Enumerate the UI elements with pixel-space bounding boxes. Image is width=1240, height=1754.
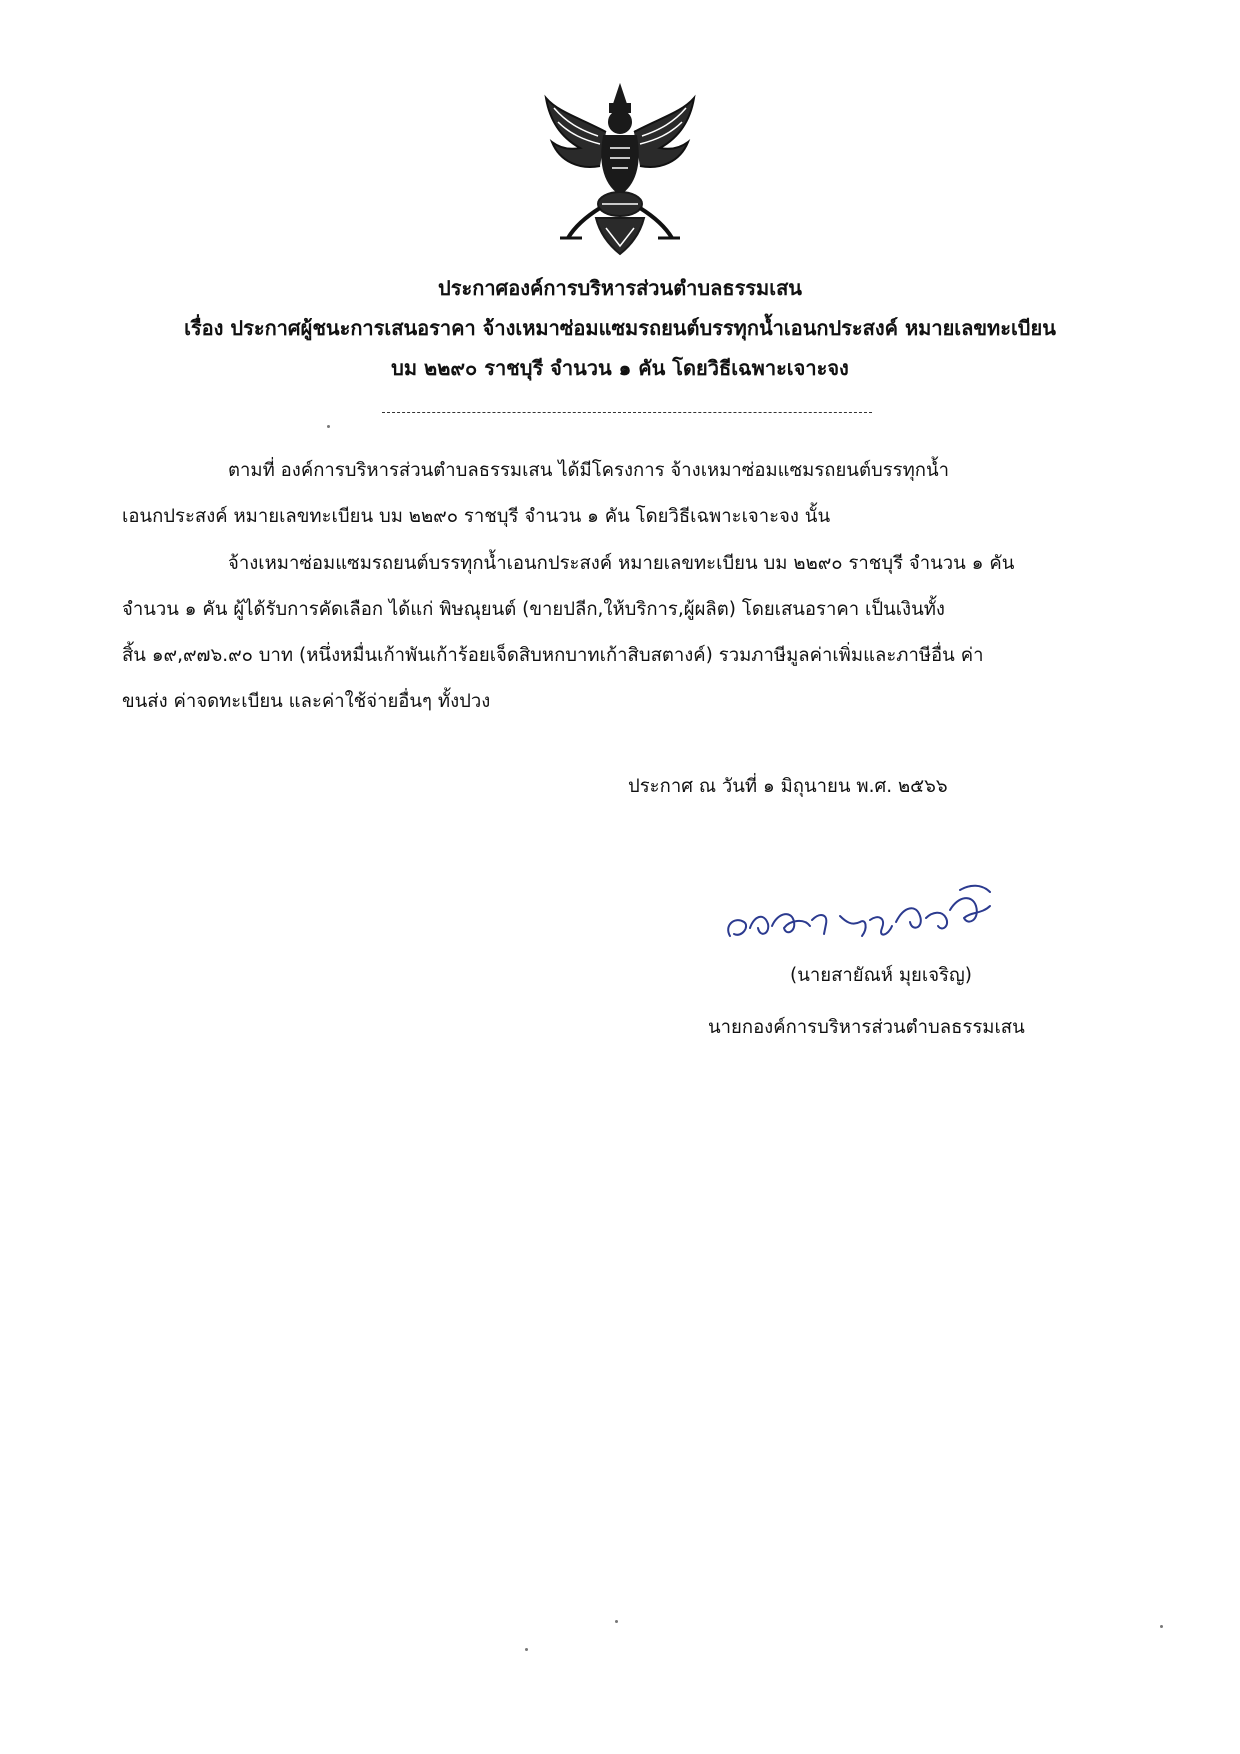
heading-subject-cont: บม ๒๒๙๐ ราชบุรี จำนวน ๑ คัน โดยวิธีเฉพาะเจาะจง	[391, 356, 849, 380]
heading-organization: ประกาศองค์การบริหารส่วนตำบลธรรมเสน	[438, 276, 802, 300]
paragraph-1-line-1: ตามที่ องค์การบริหารส่วนตำบลธรรมเสน ได้มีโครงการ จ้างเหมาซ่อมแซมรถยนต์บรรทุกน้ำ	[228, 460, 950, 481]
heading-subject: เรื่อง ประกาศผู้ชนะการเสนอราคา จ้างเหมาซ่อมแซมรถยนต์บรรทุกน้ำเอนกประสงค์ หมายเลขทะเบียน	[184, 316, 1056, 340]
scan-speck	[615, 1620, 618, 1623]
signer-name: (นายสายัณห์ มุยเจริญ)	[790, 965, 972, 986]
announcement-heading	[120, 268, 1120, 388]
announcement-date: ประกาศ ณ วันที่ ๑ มิถุนายน พ.ศ. ๒๕๖๖	[628, 776, 948, 797]
scan-speck	[525, 1648, 528, 1651]
scan-speck	[1160, 1625, 1163, 1628]
paragraph-2-line-2: จำนวน ๑ คัน ผู้ได้รับการคัดเลือก ได้แก่ พิษณุยนต์ (ขายปลีก,ให้บริการ,ผู้ผลิต) โดยเสนอราคา เป็นเงินทั้ง	[122, 599, 945, 620]
handwritten-signature	[720, 876, 1010, 956]
scan-speck	[327, 425, 330, 428]
garuda-emblem-icon	[540, 78, 700, 258]
heading-separator	[382, 412, 872, 413]
paragraph-2-line-1: จ้างเหมาซ่อมแซมรถยนต์บรรทุกน้ำเอนกประสงค์ หมายเลขทะเบียน บม ๒๒๙๐ ราชบุรี จำนวน ๑ คัน	[228, 553, 1015, 574]
paragraph-1-line-2: เอนกประสงค์ หมายเลขทะเบียน บม ๒๒๙๐ ราชบุรี จำนวน ๑ คัน โดยวิธีเฉพาะเจาะจง นั้น	[122, 506, 831, 527]
signer-title: นายกองค์การบริหารส่วนตำบลธรรมเสน	[708, 1017, 1025, 1038]
paragraph-2-line-4: ขนส่ง ค่าจดทะเบียน และค่าใช้จ่ายอื่นๆ ทั้งปวง	[122, 691, 491, 712]
paragraph-2-line-3: สิ้น ๑๙,๙๗๖.๙๐ บาท (หนึ่งหมื่นเก้าพันเก้าร้อยเจ็ดสิบหกบาทเก้าสิบสตางค์) รวมภาษีมูลค่าเพิ่มและภาษีอื่น ค่า	[122, 645, 984, 666]
